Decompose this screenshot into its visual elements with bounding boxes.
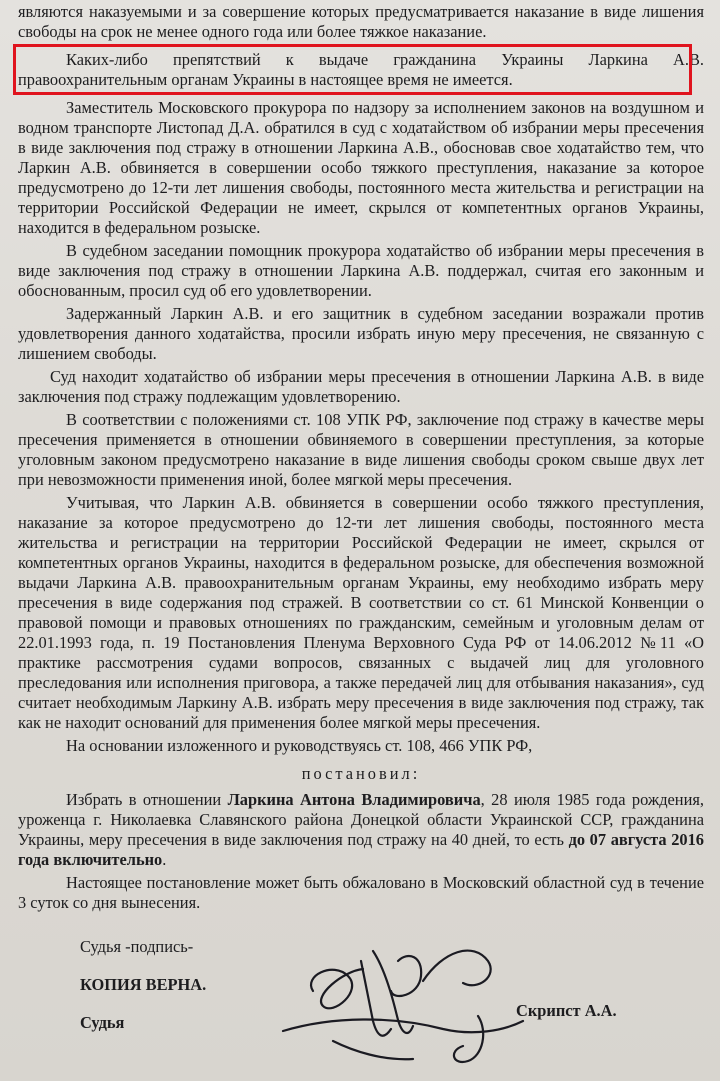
paragraph-appeal: Настоящее постановление может быть обжаловано в Московский областной суд в течение 3 суток со дня вынесения. — [18, 873, 704, 912]
detention-until: до 07 августа 2016 года включительно — [18, 830, 704, 869]
copy-true-label: КОПИЯ ВЕРНА. — [80, 975, 207, 994]
paragraph-no-obstacles: Каких-либо препятствий к выдаче гражданина Украины Ларкина А.В. правоохранительным органам Украины в настоящее время не имеется. — [18, 50, 704, 89]
paragraph-decision — [18, 790, 704, 870]
paragraph-considering: Учитывая, что Ларкин А.В. обвиняется в совершении особо тяжкого преступления, наказание за которое предусмотрено до 12-ти лет лишения свободы, постоянного места жительства и регистрации на территории Российской Федерации не имеет, скрылся от компетентных органов Украины, находится в федеральном розыске, для обеспечения возможной выдачи Ларкина А.В. правоохранительным органам Украины, ему необходимо избрать меру пресечения в виде содержания под стражей. В соответствии со ст. 61 Минской Конвенции о правовой помощи и правовых отношениях по гражданским, семейным и уголовным делам от 22.01.1993 года, п. 19 Постановления Пленума Верховного Суда РФ от 14.06.2012 №11 «О практике рассмотрения судами вопросов, связанных с выдачей лиц для уголовного преследования или исполнения приговора, а также передачей лиц для отбывания наказания», суд считает необходимым Ларкину А.В. избрать меру пресечения в виде заключения под стражу, так как не находит оснований для применения более мягкой меры пресечения. — [18, 493, 704, 732]
judge-name: Скрипст А.А. — [516, 1001, 617, 1020]
decision-lead: Избрать в отношении — [66, 790, 228, 809]
paragraph-prosecutor-motion: Заместитель Московского прокурора по надзору за исполнением законов на воздушном и водном транспорте Листопад Д.А. обратился в суд с ходатайством об избрании меры пресечения в виде заключения под стражу в отношении Ларкина А.В., обосновав свое ходатайство тем, что Ларкин А.В. обвиняется в совершении особо тяжкого преступления, наказание за которое предусмотрено до 12-ти лет лишения свободы, постоянного места жительства и регистрации на территории Российской Федерации не имеет, скрылся от компетентных органов Украины, находится в федеральном розыске. — [18, 98, 704, 237]
paragraph-court-finds: Суд находит ходатайство об избрании меры пресечения в отношении Ларкина А.В. в виде заключения под стражу подлежащим удовлетворению. — [18, 367, 704, 406]
paragraph-on-basis: На основании изложенного и руководствуясь ст. 108, 466 УПК РФ, — [66, 736, 533, 755]
decision-middle: , 28 июля 1985 года рождения, уроженца г. Николаевка Славянского района Донецкой области Украинской ССР, гражданина Украины, меру пресечения в виде заключения под стражу на 40 дней, то есть — [18, 790, 704, 849]
defendant-name: Ларкина Антона Владимировича — [227, 790, 481, 809]
signature-block — [18, 931, 704, 1071]
decision-end: . — [162, 850, 167, 869]
paragraph-court-session: В судебном заседании помощник прокурора ходатайство об избрании меры пресечения в виде заключения под стражу в отношении Ларкина А.В. поддержал, считая его законным и обоснованным, просил суд об его удовлетворении. — [18, 241, 704, 300]
judge-label: Судья — [80, 1013, 125, 1032]
judge-signed-label: Судья -подпись- — [80, 937, 194, 956]
paragraph-intro: являются наказуемыми и за совершение которых предусматривается наказание в виде лишения свободы на срок не менее одного года или более тяжкое наказание. — [18, 2, 704, 41]
paragraph-defense-objection: Задержанный Ларкин А.В. и его защитник в судебном заседании возражали против удовлетворения данного ходатайства, просили избрать иную меру пресечения, не связанную с лишением свободы. — [18, 304, 704, 363]
handwritten-signature — [273, 921, 533, 1081]
heading-resolved: постановил: — [301, 764, 421, 783]
paragraph-article-108: В соответствии с положениями ст. 108 УПК РФ, заключение под стражу в качестве меры пресечения применяется в отношении обвиняемого в совершении преступления, за которые уголовным законом предусмотрено наказание в виде лишения свободы сроком свыше двух лет при невозможности применения иной, более мягкой меры пресечения. — [18, 410, 704, 489]
